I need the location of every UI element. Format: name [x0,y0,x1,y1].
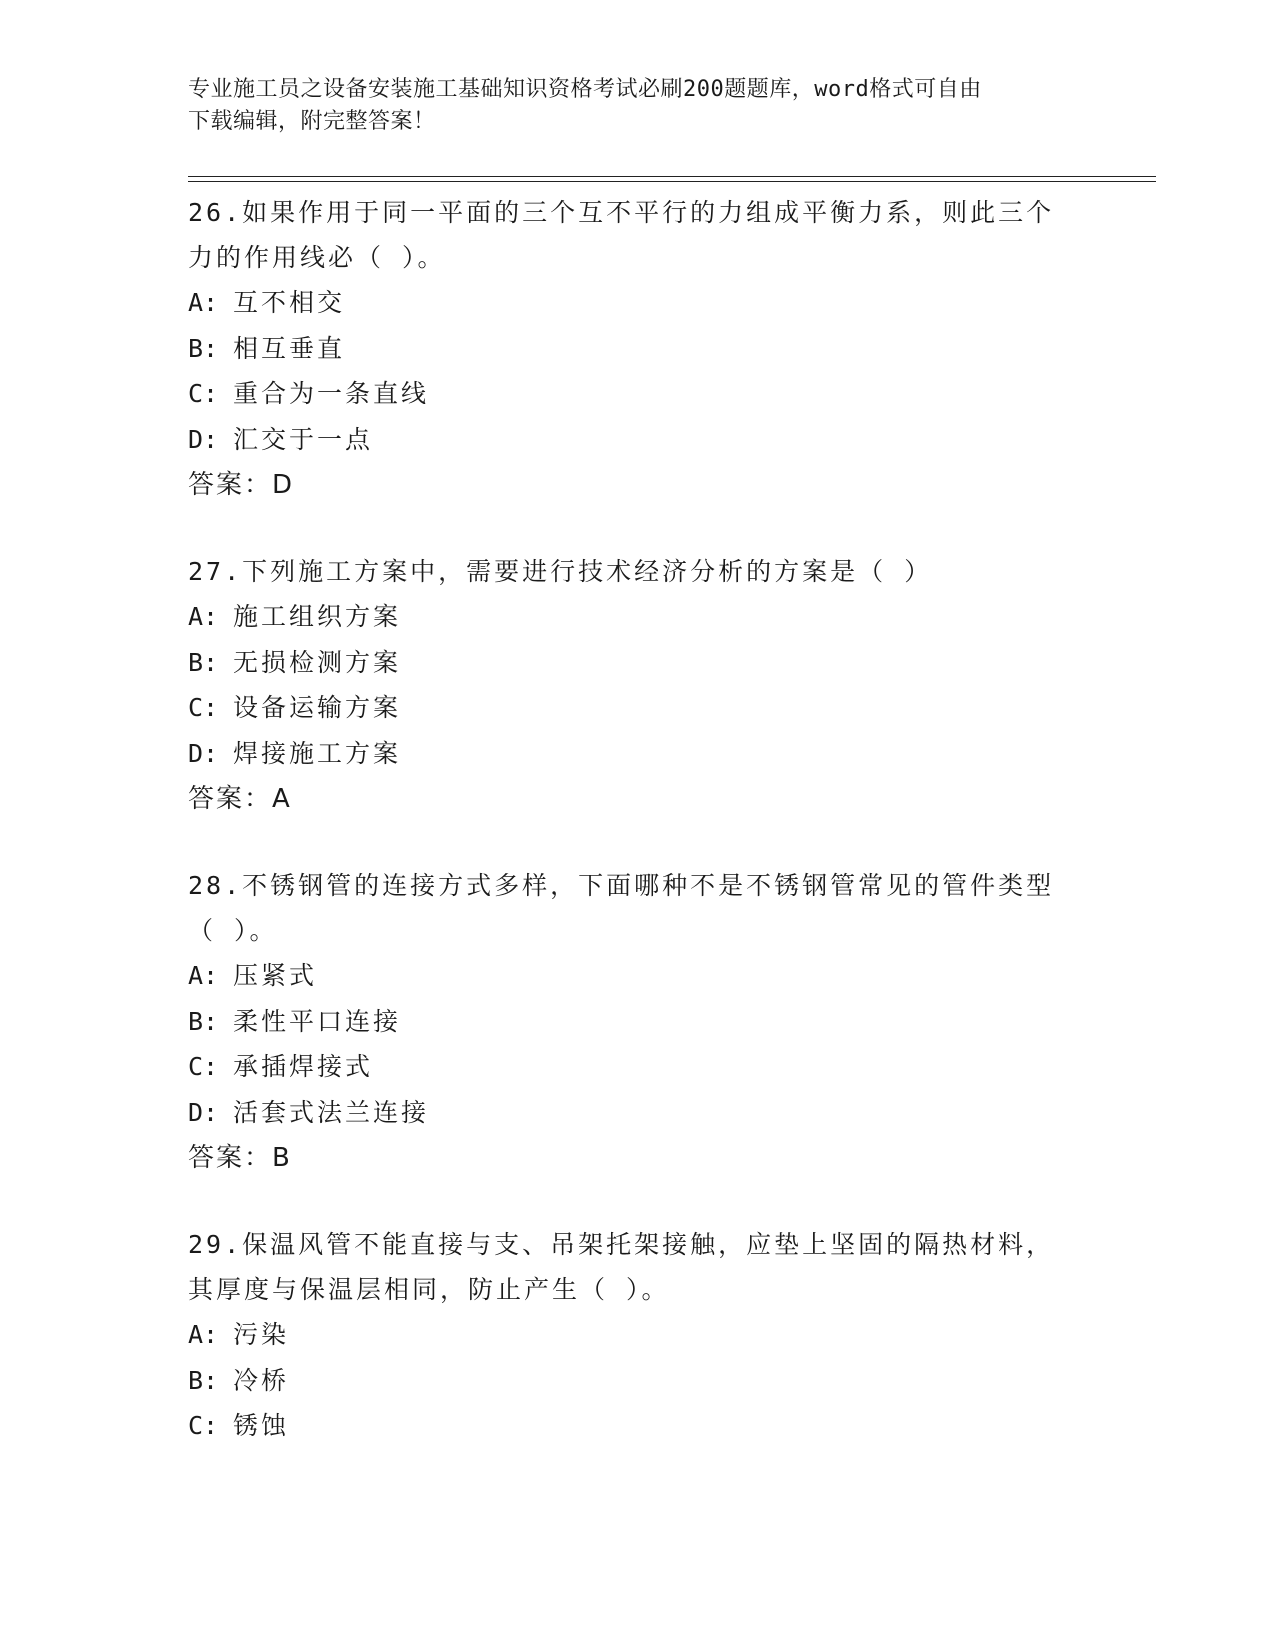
question-list [188,190,1088,1490]
question-27 [188,549,1088,822]
question-text-line-2: 力的作用线必（ ）。 [188,243,446,272]
option-c [188,1403,1088,1449]
option-letter: A: [188,1320,219,1349]
question-text-line-2: （ ）。 [188,916,278,945]
question-text [188,549,1088,594]
option-text: 施工组织方案 [233,602,402,631]
option-letter: B: [188,1365,219,1395]
option-b [188,1358,1088,1404]
option-text: 活套式法兰连接 [233,1097,430,1127]
option-text: 焊接施工方案 [233,738,402,768]
option-text: 柔性平口连接 [233,1006,402,1036]
option-letter: C: [188,693,219,722]
option-text: 压紧式 [233,961,318,990]
option-text: 承插焊接式 [233,1052,374,1081]
option-letter: A: [188,602,219,631]
option-letter: B: [188,647,219,677]
question-text [188,190,1088,280]
option-a [188,1312,1088,1358]
header-line-2: 下载编辑，附完整答案！ [188,109,436,134]
option-d [188,1090,1088,1136]
option-c [188,1044,1088,1090]
option-letter: D: [188,738,219,768]
question-text [188,863,1088,953]
document-header [188,74,1088,138]
option-b [188,640,1088,686]
option-letter: D: [188,1097,219,1127]
option-text: 设备运输方案 [233,693,402,722]
option-b [188,999,1088,1045]
option-letter: A: [188,961,219,990]
option-letter: D: [188,424,219,454]
option-letter: C: [188,1411,219,1440]
option-text: 冷桥 [233,1365,290,1395]
question-29 [188,1222,1088,1449]
question-text-line-1: 27.下列施工方案中，需要进行技术经济分析的方案是（ ） [188,557,933,586]
question-text [188,1222,1088,1312]
option-text: 互不相交 [233,288,346,317]
option-letter: B: [188,333,219,363]
option-text: 无损检测方案 [233,647,402,677]
option-c [188,685,1088,731]
question-28 [188,863,1088,1181]
option-letter: A: [188,288,219,317]
option-a [188,280,1088,326]
option-text: 锈蚀 [233,1411,290,1440]
option-text: 污染 [233,1320,290,1349]
question-26 [188,190,1088,508]
question-text-line-2: 其厚度与保温层相同，防止产生（ ）。 [188,1275,670,1304]
option-letter: C: [188,379,219,408]
option-text: 汇交于一点 [233,424,374,454]
question-text-line-1: 29.保温风管不能直接与支、吊架托架接触，应垫上坚固的隔热材料， [188,1230,1055,1259]
answer-line: 答案：A [188,784,292,814]
option-a [188,594,1088,640]
header-divider-top [188,176,1156,177]
option-letter: B: [188,1006,219,1036]
question-text-line-1: 26.如果作用于同一平面的三个互不平行的力组成平衡力系，则此三个 [188,198,1055,227]
question-text-line-1: 28.不锈钢管的连接方式多样，下面哪种不是不锈钢管常见的管件类型 [188,871,1055,900]
option-c [188,371,1088,417]
option-text: 重合为一条直线 [233,379,430,408]
option-text: 相互垂直 [233,333,346,363]
option-b [188,326,1088,372]
header-divider-bottom [188,181,1156,182]
option-letter: C: [188,1052,219,1081]
answer-line: 答案：D [188,470,295,500]
answer-line: 答案：B [188,1143,292,1173]
option-d [188,417,1088,463]
header-line-1: 专业施工员之设备安装施工基础知识资格考试必刷200题题库，word格式可自由 [188,77,982,102]
option-d [188,731,1088,777]
option-a [188,953,1088,999]
